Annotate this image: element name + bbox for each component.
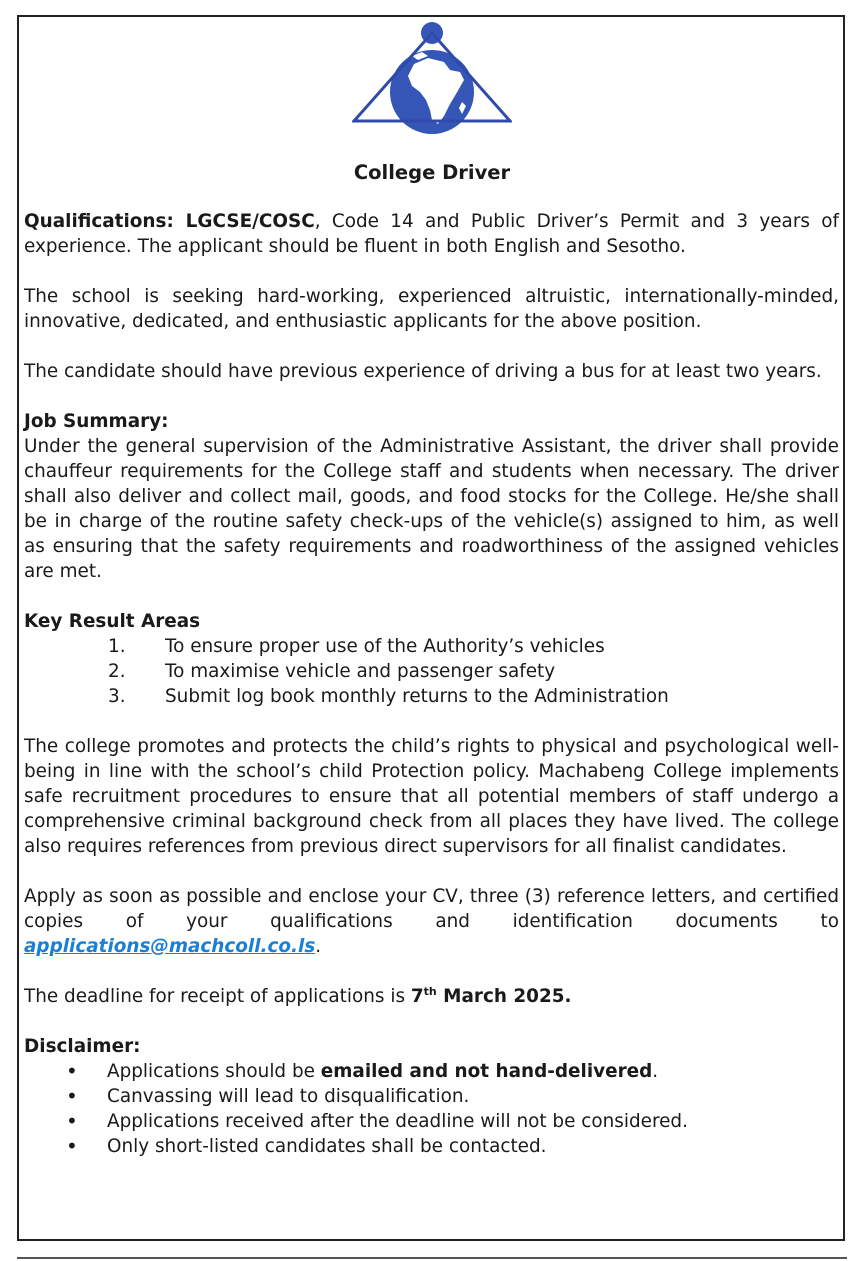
apply-paragraph: [24, 884, 839, 959]
bottom-divider: [17, 1257, 847, 1259]
apply-end: .: [315, 936, 322, 957]
deadline-day: 7: [410, 986, 424, 1007]
list-item: • Only short-listed candidates shall be contacted.: [24, 1134, 839, 1159]
deadline-paragraph: [24, 984, 839, 1009]
apply-text: Apply as soon as possible and enclose your CV, three (3) reference letters, and certified copies of your qualifications and identification documents to: [24, 886, 839, 932]
qualifications-text: , Code 14 and Public Driver’s Permit and 3 years of experience. The applicant should be fluent in both English and Sesotho.: [24, 211, 839, 257]
seeking-paragraph: The school is seeking hard-working, experienced altruistic, internationally-minded, innovative, dedicated, and enthusiastic applicants for the above position.: [24, 286, 839, 332]
deadline-text: The deadline for receipt of applications is: [24, 986, 411, 1007]
list-item-number: 2.: [108, 661, 126, 682]
list-item-number: 1.: [108, 636, 126, 657]
application-email-link[interactable]: applications@machcoll.co.ls: [24, 936, 316, 957]
list-item: • Applications received after the deadline will not be considered.: [24, 1109, 839, 1134]
job-summary-heading: Job Summary:: [24, 411, 169, 432]
disclaimer-heading: Disclaimer:: [24, 1036, 141, 1057]
list-item: [24, 1059, 839, 1084]
key-result-areas-list: [24, 634, 839, 709]
disclaimer-item-1-pre: Applications should be: [107, 1061, 321, 1082]
disclaimer-item-1-post: .: [652, 1061, 659, 1082]
experience-paragraph: The candidate should have previous experience of driving a bus for at least two years.: [24, 361, 822, 382]
deadline-day-suffix: th: [423, 984, 437, 998]
safeguarding-paragraph: The college promotes and protects the child’s rights to physical and psychological well-being in line with the school’s child Protection policy. Machabeng College implements safe recruitment procedures to ensure that all potential members of staff undergo a comprehensive criminal background check from all places they have lived. The college also requires references from previous direct supervisors for all finalist candidates.: [24, 736, 839, 857]
list-item-text: To ensure proper use of the Authority’s vehicles: [165, 636, 605, 657]
list-item-number: 3.: [108, 686, 126, 707]
job-summary-text: Under the general supervision of the Administrative Assistant, the driver shall provide chauffeur requirements for the College staff and students when necessary. The driver shall also deliver and collect mail, goods, and food stocks for the College. He/she shall be in charge of the routine safety check-ups of the vehicle(s) assigned to him, as well as ensuring that the safety requirements and roadworthiness of the assigned vehicles are met.: [24, 436, 839, 582]
list-item: [24, 634, 839, 659]
list-item: [24, 684, 839, 709]
disclaimer-list: [24, 1059, 839, 1159]
deadline-date: March 2025.: [436, 986, 572, 1007]
key-result-areas-heading: Key Result Areas: [24, 611, 201, 632]
job-title: College Driver: [353, 161, 511, 184]
qualifications-label: Qualifications: LGCSE/COSC: [24, 211, 315, 232]
disclaimer-item-1-bold: emailed and not hand-delivered: [320, 1061, 653, 1082]
advert-body: [24, 209, 839, 1159]
qualifications-paragraph: [24, 209, 839, 259]
list-item-text: To maximise vehicle and passenger safety: [165, 661, 556, 682]
list-item: • Canvassing will lead to disqualification.: [24, 1084, 839, 1109]
college-logo-icon: [352, 20, 512, 138]
list-item: [24, 659, 839, 684]
list-item-text: Submit log book monthly returns to the Administration: [165, 686, 669, 707]
